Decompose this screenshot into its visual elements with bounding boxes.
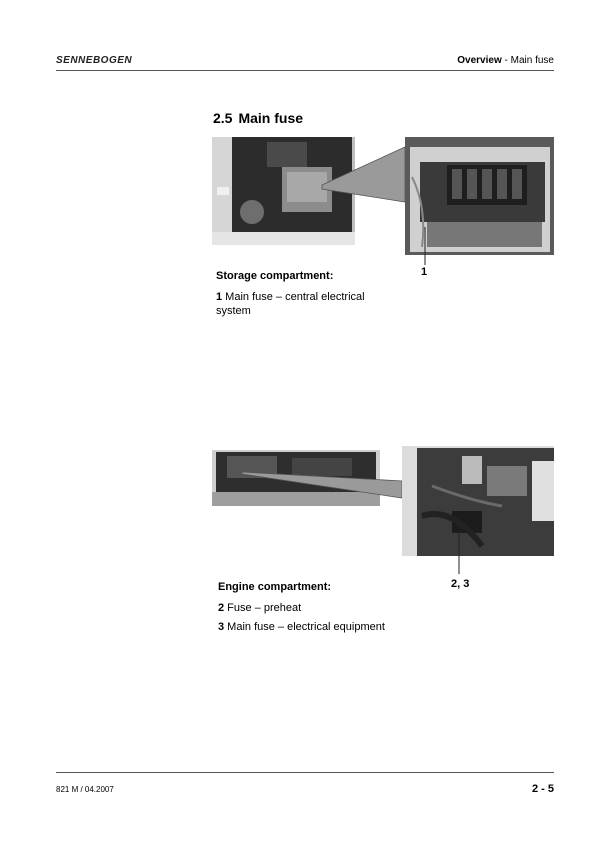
header-rule [56, 70, 554, 71]
item-number: 2 [218, 602, 225, 614]
item-text: Fuse – preheat [224, 602, 302, 614]
engine-fuse-photo [402, 446, 554, 556]
section-number: 2.5 [213, 110, 233, 126]
section-name: Main fuse [238, 110, 304, 126]
footer-model-date: 821 M / 04.2007 [56, 785, 114, 794]
item-text: Main fuse – electrical equipment [224, 621, 385, 633]
item-number: 1 [216, 291, 223, 303]
page-number: 2 - 5 [531, 783, 554, 795]
callout-2-3: 2, 3 [451, 578, 470, 590]
storage-item [216, 290, 386, 318]
sennebogen-logo: SENNEBOGEN [56, 55, 133, 66]
engine-figure [212, 446, 554, 581]
storage-figure [212, 137, 554, 270]
storage-heading: Storage compartment: [216, 270, 334, 282]
header-subsection: - Main fuse [501, 55, 554, 66]
footer-rule [56, 772, 554, 773]
engine-item [218, 620, 385, 634]
callout-1: 1 [421, 266, 428, 278]
item-number: 3 [218, 621, 225, 633]
section-title [213, 110, 303, 126]
item-text: Main fuse – central electrical system [216, 291, 365, 317]
engine-heading: Engine compartment: [218, 581, 332, 593]
running-header [457, 55, 554, 66]
fuse-box-photo [405, 137, 554, 255]
header-section: Overview [457, 55, 502, 66]
engine-item [218, 601, 301, 615]
